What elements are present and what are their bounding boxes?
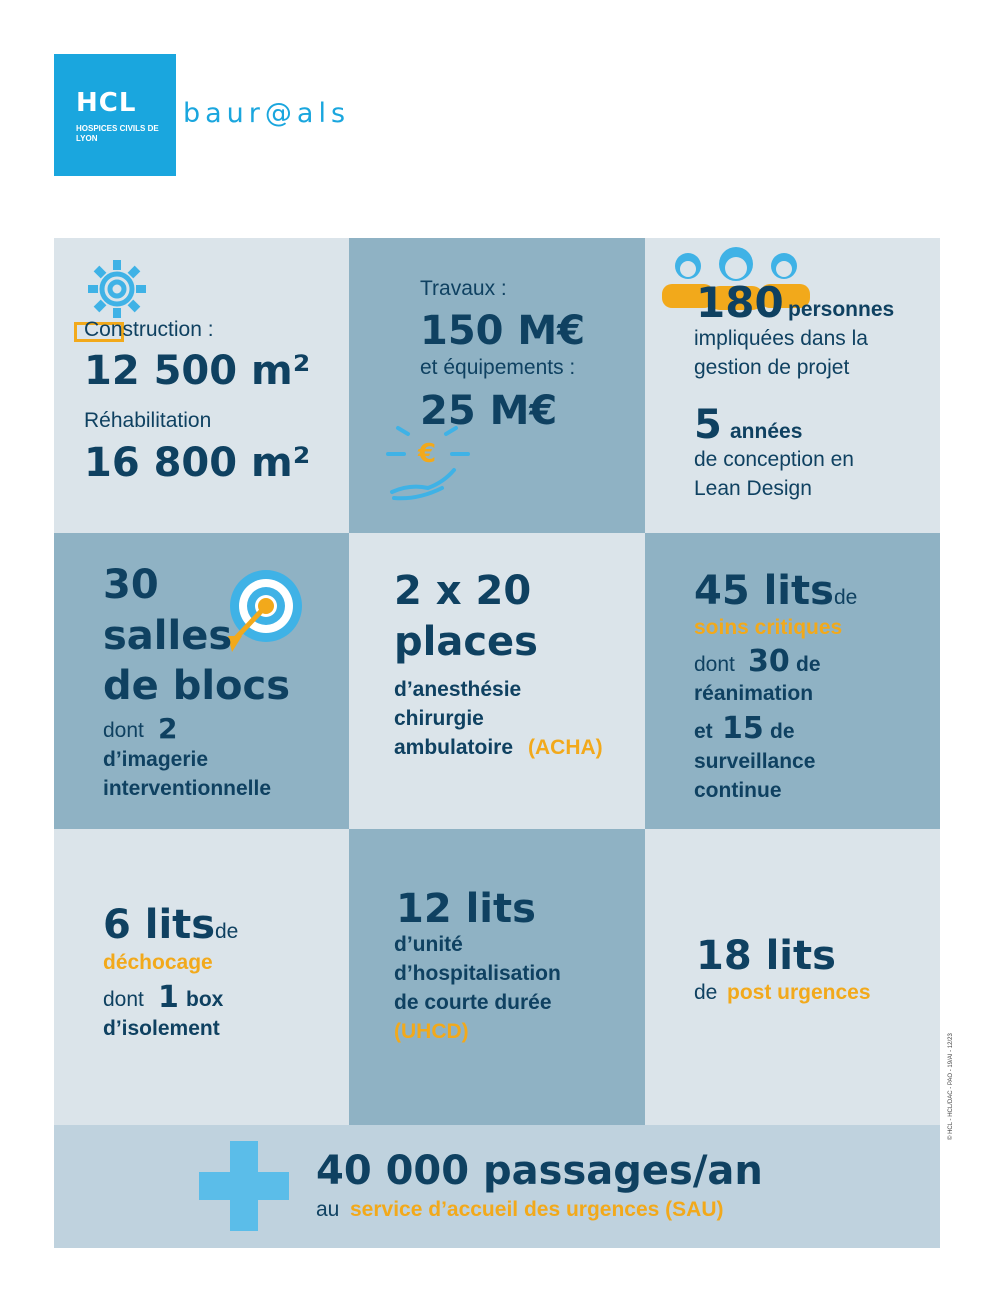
salles-line-5: interventionnelle bbox=[103, 777, 272, 800]
travaux-label: Travaux : bbox=[420, 277, 507, 300]
personnes-number: 180 bbox=[696, 278, 784, 327]
lits6-isolement: d’isolement bbox=[103, 1017, 220, 1040]
lits45-et: et bbox=[694, 720, 713, 743]
places-line-2: places bbox=[394, 619, 538, 665]
rehabilitation-value: 16 800 m² bbox=[84, 440, 311, 486]
lits45-soins-critiques: soins critiques bbox=[694, 616, 843, 639]
personnes-unit: personnes bbox=[788, 298, 895, 321]
lits12-line-3: de courte durée bbox=[394, 991, 552, 1014]
lits6-number: 6 lits bbox=[103, 902, 216, 948]
equipements-label: et équipements : bbox=[420, 356, 576, 379]
lits12-acronym: (UHCD) bbox=[394, 1020, 469, 1043]
construction-value: 12 500 m² bbox=[84, 348, 311, 394]
hcl-logo bbox=[54, 54, 176, 176]
lits45-surveillance: surveillance bbox=[694, 750, 816, 773]
lits45-de-2: de bbox=[796, 653, 821, 676]
salles-line-4: d’imagerie bbox=[103, 748, 209, 771]
euro-hand-icon bbox=[382, 418, 478, 506]
rehabilitation-label: Réhabilitation bbox=[84, 409, 212, 432]
annees-number: 5 bbox=[694, 402, 722, 448]
gear-icon bbox=[84, 256, 150, 322]
lits45-continue: continue bbox=[694, 779, 782, 802]
equipements-value: 25 M€ bbox=[420, 388, 558, 434]
annees-text-2: Lean Design bbox=[694, 477, 812, 500]
annees-text-1: de conception en bbox=[694, 448, 854, 471]
salles-line-1: 30 bbox=[103, 562, 159, 608]
lits18-number: 18 lits bbox=[696, 933, 836, 979]
cell-lits6 bbox=[54, 829, 349, 1125]
passages-au: au bbox=[316, 1198, 340, 1221]
lits45-dont: dont bbox=[694, 653, 735, 676]
lits12-line-1: d’unité bbox=[394, 933, 463, 956]
lits6-dont: dont bbox=[103, 988, 144, 1011]
lits18-post-urgences: post urgences bbox=[727, 981, 871, 1004]
brand-name: baur@als bbox=[183, 98, 351, 129]
places-line-5: ambulatoire bbox=[394, 736, 514, 759]
places-line-3: d’anesthésie bbox=[394, 678, 522, 701]
personnes-text-2: gestion de projet bbox=[694, 356, 850, 379]
salles-line-3: de blocs bbox=[103, 663, 291, 709]
lits45-number: 45 lits bbox=[694, 568, 834, 614]
salles-dont-number: 2 bbox=[158, 712, 178, 745]
lits45-reanimation: réanimation bbox=[694, 682, 814, 705]
lits12-number: 12 lits bbox=[396, 886, 536, 932]
annees-unit: années bbox=[730, 420, 803, 443]
passages-sau: service d’accueil des urgences (SAU) bbox=[350, 1198, 724, 1221]
lits45-de: de bbox=[834, 586, 858, 609]
lits12-line-2: d’hospitalisation bbox=[394, 962, 561, 985]
places-acronym: (ACHA) bbox=[528, 736, 603, 759]
credit-note: © HCL - HCL/DAC - PAO - 19/AI - 12/23 bbox=[948, 1033, 954, 1140]
lits6-box: box bbox=[186, 988, 224, 1011]
lits45-30: 30 bbox=[748, 644, 790, 679]
logo-name: HCL bbox=[76, 88, 137, 118]
medical-cross-icon bbox=[199, 1141, 289, 1231]
construction-label: Construction : bbox=[84, 318, 214, 341]
lits18-de: de bbox=[694, 981, 718, 1004]
salles-line-2: salles bbox=[103, 613, 233, 659]
lits6-dechocage: déchocage bbox=[103, 951, 213, 974]
personnes-text-1: impliquées dans la bbox=[694, 327, 868, 350]
lits45-15: 15 bbox=[722, 711, 764, 746]
lits6-1: 1 bbox=[158, 980, 179, 1015]
places-line-4: chirurgie bbox=[394, 707, 484, 730]
lits6-de: de bbox=[215, 920, 239, 943]
salles-dont: dont bbox=[103, 719, 144, 742]
lits45-de-3: de bbox=[770, 720, 795, 743]
travaux-value: 150 M€ bbox=[420, 308, 586, 354]
passages-value: 40 000 passages/an bbox=[316, 1148, 763, 1194]
logo-subtitle: HOSPICES CIVILS DE LYON bbox=[76, 124, 159, 143]
places-line-1: 2 x 20 bbox=[394, 568, 532, 614]
svg-text:€: € bbox=[418, 439, 437, 469]
